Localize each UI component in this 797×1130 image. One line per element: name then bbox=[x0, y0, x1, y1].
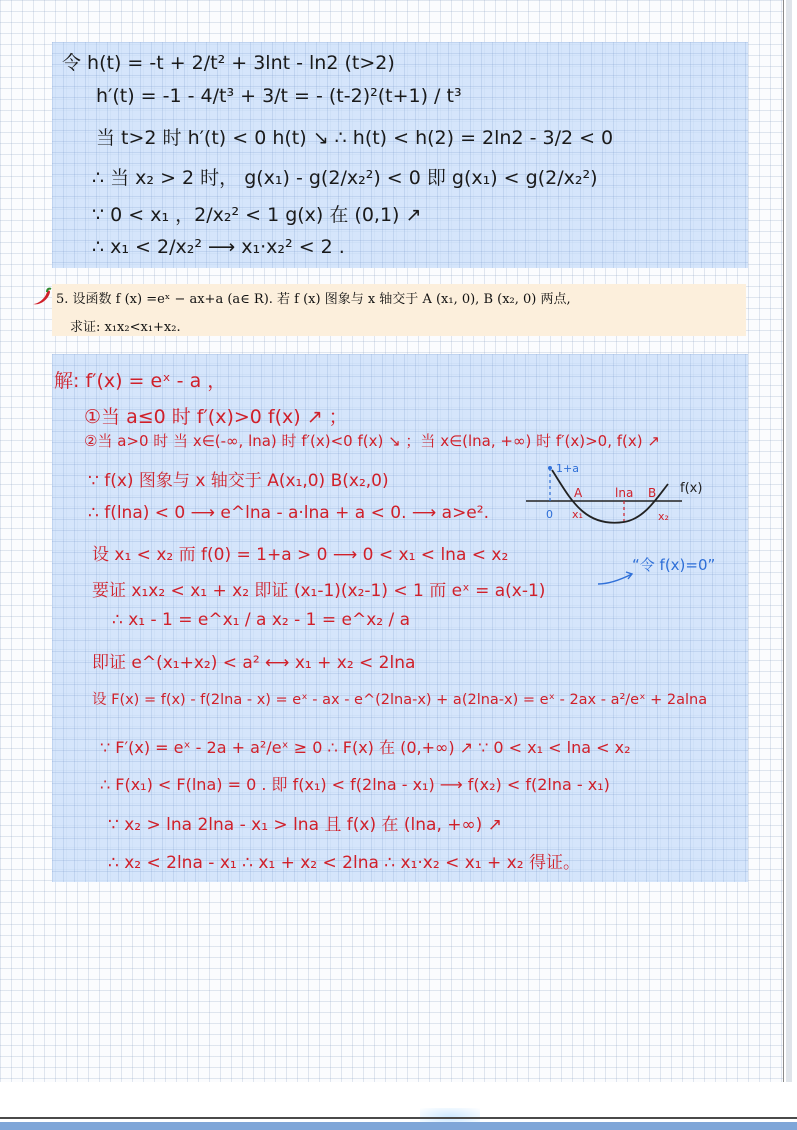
page-bottom-rule bbox=[0, 1117, 797, 1119]
problem-statement bbox=[52, 284, 746, 336]
label-1a: 1+a bbox=[556, 462, 579, 475]
label-B: B bbox=[648, 486, 657, 500]
label-x1: x₁ bbox=[572, 508, 583, 521]
label-x2: x₂ bbox=[658, 510, 669, 523]
prior-solution-line: 令 h(t) = -t + 2/t² + 3lnt - ln2 (t>2) bbox=[62, 52, 395, 74]
label-lna: lna bbox=[615, 486, 634, 500]
solution-line: ∴ f(lna) < 0 ⟶ e^lna - a·lna + a < 0. ⟶ a>e². bbox=[88, 503, 489, 523]
solution-line: ①当 a≤0 时 f′(x)>0 f(x) ↗ ； bbox=[84, 406, 348, 428]
solution-line: ∴ x₂ < 2lna - x₁ ∴ x₁ + x₂ < 2lna ∴ x₁·x₂ < x₁ + x₂ 得证。 bbox=[108, 853, 580, 873]
page-bottom-band bbox=[0, 1122, 797, 1130]
problem-line: 5. 设函数 f (x) =eˣ − ax+a (a∈ R). 若 f (x) 图象与 x 轴交于 A (x₁, 0), B (x₂, 0) 两点, bbox=[56, 292, 571, 307]
solution-line: ∵ f(x) 图象与 x 轴交于 A(x₁,0) B(x₂,0) bbox=[88, 471, 389, 491]
solution-line: ∴ F(x₁) < F(lna) = 0 . 即 f(x₁) < f(2lna - x₁) ⟶ f(x₂) < f(2lna - x₁) bbox=[100, 775, 610, 794]
prior-solution-line: 当 t>2 时 h′(t) < 0 h(t) ↘ ∴ h(t) < h(2) = 2ln2 - 3/2 < 0 bbox=[96, 127, 614, 149]
label-A: A bbox=[574, 486, 583, 500]
prior-solution-line: ∴ x₁ < 2/x₂² ⟶ x₁·x₂² < 2 . bbox=[92, 236, 345, 258]
solution-line: ②当 a>0 时 当 x∈(-∞, lna) 时 f′(x)<0 f(x) ↘ ；当 x∈(lna, +∞) 时 f′(x)>0, f(x) ↗ bbox=[84, 432, 660, 450]
solution-line: ∴ x₁ - 1 = e^x₁ / a x₂ - 1 = e^x₂ / a bbox=[112, 610, 411, 630]
vertical-scrollbar[interactable] bbox=[786, 0, 792, 1082]
prior-solution-line: h′(t) = -1 - 4/t³ + 3/t = - (t-2)²(t+1) / t³ bbox=[96, 85, 462, 107]
solution-heading-line: 解: f′(x) = eˣ - a ， bbox=[54, 370, 227, 392]
prior-solution-line: ∴ 当 x₂ > 2 时， g(x₁) - g(2/x₂²) < 0 即 g(x₁) < g(2/x₂²) bbox=[92, 167, 598, 189]
label-0: 0 bbox=[546, 508, 553, 521]
prior-solution-block bbox=[52, 42, 748, 268]
solution-line: 设 F(x) = f(x) - f(2lna - x) = eˣ - ax - e^(2lna-x) + a(2lna-x) = eˣ - 2ax - a²/eˣ + 2alna bbox=[92, 692, 708, 708]
function-sketch bbox=[522, 458, 722, 528]
point-1a bbox=[548, 466, 552, 470]
solution-line: 即证 e^(x₁+x₂) < a² ⟷ x₁ + x₂ < 2lna bbox=[92, 653, 416, 673]
label-fx: f(x) bbox=[680, 481, 703, 496]
prior-solution-line: ∵ 0 < x₁ ，2/x₂² < 1 g(x) 在 (0,1) ↗ bbox=[92, 204, 422, 226]
problem-claim: 求证: x₁x₂<x₁+x₂. bbox=[70, 320, 181, 335]
annotation-note: “令 f(x)=0” bbox=[632, 556, 716, 574]
solution-line: ∵ x₂ > lna 2lna - x₁ > lna 且 f(x) 在 (lna, +∞) ↗ bbox=[108, 815, 502, 835]
solution-line: 设 x₁ < x₂ 而 f(0) = 1+a > 0 ⟶ 0 < x₁ < lna < x₂ bbox=[92, 545, 509, 565]
chili-pepper-icon bbox=[30, 287, 52, 307]
solution-line: ∵ F′(x) = eˣ - 2a + a²/eˣ ≥ 0 ∴ F(x) 在 (0,+∞) ↗ ∵ 0 < x₁ < lna < x₂ bbox=[100, 738, 631, 757]
annotation-arrow bbox=[596, 566, 636, 588]
solution-line: 要证 x₁x₂ < x₁ + x₂ 即证 (x₁-1)(x₂-1) < 1 而 eˣ = a(x-1) bbox=[92, 581, 546, 601]
